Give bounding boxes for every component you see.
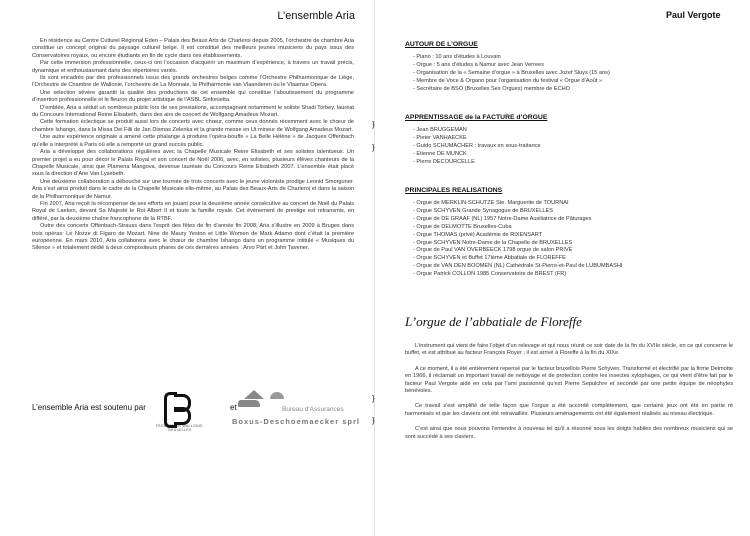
article-title: L’orgue de l’abbatiale de Floreffe	[405, 314, 582, 329]
list-item: - Orgue SCHYVEN Notre-Dame de la Chapelle de BRUXELLES	[413, 240, 735, 248]
page-title: L’ensemble Aria	[277, 10, 355, 22]
paragraph: Ce travail s’est amplifié de telle façon que l’orgue a été accordé complètement, que certains jeux ont été en partie ré harmonisés et que les claviers ont été retravaillés. Plusieurs aménagements ont été également réalisés au niveau électrique.	[405, 403, 733, 417]
list-item: - Orgue SCHYVEN et Buffet 17ième Abbatiale de FLOREFFE	[413, 255, 735, 263]
list-item: - Orgue SCHYVEN Grande Synagogue de BRUXELLES	[413, 208, 735, 216]
paragraph: Une autre expérience originale a amené cette phalange à produire l’opéra-bouffe « La Belle Hélène » de Jacques Offenbach qu’elle a interprété à Paris où elle a remporté un grand succès public.	[32, 134, 354, 148]
section-autour-orgue	[405, 41, 735, 94]
article-body	[32, 38, 354, 253]
paragraph: C’est ainsi que nous pouvons l’entendre à nouveau tel qu’il a résonné sous les doigts habiles des nombreux musiciens qui se sont succédé à ses claviers.	[405, 426, 733, 440]
paragraph: En résidence au Centre Culturel Régional Eden – Palais des Beaux Arts de Charleroi depuis 2005, l’orchestre de chambre Aria constitue un concept original du paysage culturel belge. Il est constitué des meilleurs jeunes musiciens du pays issus des Conservatoires royaux, ou encore étudiants en fin de cycle dans ces établissements.	[32, 38, 354, 59]
umbrella-icon	[270, 392, 284, 399]
boxus-logo	[232, 384, 362, 424]
sponsor-and: et	[230, 403, 237, 412]
paragraph: Fin 2007, Aria reçoit la récompense de ses efforts en jouant pour la deuxième année consécutive au concert de Noël du Palais Royal de Laeken, devant Sa Majesté le Roi Albert II et toute la famille royale. Cet événement de prestige est retransmis, en différé, par la deuxième chaîne francophone de la RTBF.	[32, 200, 354, 222]
brace-mark: }	[372, 120, 375, 129]
list-item: - Guido SCHUMACHER : travaux en sous-traitance	[413, 143, 735, 151]
list-item: - Secrétaire de BSO (Bruxelles Ses Orgues) membre de ECHO	[413, 86, 735, 94]
boxus-logo-name: Bureau d'Assurances	[282, 406, 344, 413]
page-title: Paul Vergote	[666, 10, 721, 20]
brace-mark: }	[372, 416, 375, 425]
section-heading: APPRENTISSAGE de la FACTURE d’ORGUE	[405, 114, 548, 121]
list-item: - Organisation de la « Semaine d’orgue » à Bruxelles avec Jozef Sluys (15 ans)	[413, 70, 735, 78]
house-icon	[244, 390, 264, 399]
list-item: - Membre de Voce & Organo pour l’organisation du festival « Orgue d’Août »	[413, 78, 735, 86]
brace-mark: }	[372, 143, 375, 152]
right-page	[375, 0, 750, 536]
list-item: - Orgue de DELMOTTE Bruxelles-Cuba	[413, 224, 735, 232]
paragraph: D’emblée, Aria a séduit un nombreux public lors de ses prestations, accompagnant notamment le soliste Shadi Torbey, lauréat du Concours International Reine Elisabeth, dans des airs de concert de Wolfgang Amadeus Mozart.	[32, 104, 354, 119]
brace-mark: }	[372, 394, 375, 403]
paragraph: Cette formation éclectique se produit aussi lors de concerts avec chœur, comme ceux donnés récemment avec le chœur de chambre Ishango, dans la Missa Dei Filii de Jan Dismas Zelenka et la grande messe en Ut mineur de Wolfgang Amadeus Mozart.	[32, 119, 354, 133]
section-realisations	[405, 187, 735, 279]
federation-wallonie-bruxelles-logo	[150, 392, 210, 432]
boxus-logo-brand: Boxus-Deschoemaecker sprl	[232, 417, 360, 426]
paragraph: Outre des concerts Offenbach-Strauss dans l’esprit des fêtes de fin d’année fin 2008, Aria s’illustre en 2009 à Bruges dans trois opéras: Le Nozze di Figaro de Mozart, Nine de Maury Yeston et Little Women de Mark Adamo dont c’était la première européenne. En mars 2010, Aria collaborera avec le chœur de chambre Ishango dans un programme intitulé « Musiques du Silence » et totalement dédié à deux compositeurs phares de ces dernières années : Arvo Pärt et John Tavener.	[32, 223, 354, 252]
list-item: - Orgue : 5 ans d’études à Namur avec Jean Verrees	[413, 62, 735, 70]
section-heading: PRINCIPALES REALISATIONS	[405, 187, 503, 194]
paragraph: L’instrument qui vient de faire l’objet d’un relevage et qui nous réunit ce soir date de la fin du XVIIe siècle, en ce qui concerne le buffet, et est attribué au facteur François Royer ; il est arrivé à Floreffe à la fin du XIXe.	[405, 343, 733, 357]
sponsor-text: L’ensemble Aria est soutenu par	[32, 403, 146, 412]
list-item: - Orgue THOMAS (privé) Académie de RIXENSART	[413, 232, 735, 240]
paragraph: Une deuxième collaboration a débouché sur une tournée de trois concerts avec le jeune violoniste prodige Leonid Smorguner. Aria s’est ainsi produit dans le cadre de la Chapelle Musicale elle-même, au Palais des Beaux-Arts de Charleroi et dans la saison de la Philharmonique de Namur.	[32, 178, 354, 200]
list-item: - Orgue de Paul VAN OVERBEECK 1798 orgue de salon PRIVE	[413, 247, 735, 255]
section-apprentissage	[405, 114, 735, 167]
paragraph: Ils sont encadrés par des professionnels issus des grands orchestres belges comme l’Orchestre Philharmonique de Liège, l’Orchestre de Chambre de Wallonie, l’orchestre de La Monnaie, la Philharmonie van Vlaanderen ou le Vlaamse Opera.	[32, 75, 354, 89]
list-item: - Pieter VANHAECKE	[413, 135, 735, 143]
article-body	[405, 343, 733, 449]
paragraph: Une sélection sévère garantit la qualité des productions de cet ensemble qui constitue l’aboutissement du programme d’insertion professionnelle et le fleuron du projet artistique de l’ASBL Sinfonietta.	[32, 89, 354, 104]
fwb-logo-caption: FÉDÉRATION WALLONIE-BRUXELLES	[155, 424, 205, 432]
fwb-logo-mark-icon	[160, 392, 194, 422]
paragraph: Aria a développé des collaborations régulières avec la Chapelle Musicale Reine Elisabeth et ses solistes talentueux. Un premier projet a eu pour décor le Palais Royal et son concert de Noël 2006, avec, en solistes, plusieurs élèves chanteurs de la Chapelle Musicale, ainsi que Plamena Mangova, devenue lauréate du Concours Reine Elisabeth 2007. L’ensemble était placé sous la direction d’Arie Van Lysebeth.	[32, 149, 354, 178]
list-item: - Piano : 10 ans d’études à Louvain	[413, 54, 735, 62]
section-heading: AUTOUR DE L’ORGUE	[405, 41, 478, 48]
list-item: - Jean BRUGGEMAN	[413, 127, 735, 135]
list-item: - Orgue de MERKLIN-SCHUTZE Ste. Marguerite de TOURNAI	[413, 200, 735, 208]
list-item: - Etienne DE MUNCK	[413, 151, 735, 159]
list-item: - Pierre DECOURCELLE	[413, 159, 735, 167]
list-item: - Orgue Patrick COLLON 1985 Conservatoire de BREST (FR)	[413, 271, 735, 279]
car-icon	[238, 400, 260, 407]
list-item: - Orgue de DE GRAAF (NL) 1957 Notre-Dame Auxiliatrice de Pâturages	[413, 216, 735, 224]
paragraph: Par cette immersion professionnelle, ceux-ci ont l’occasion d’acquérir un maximum d’expérience, à travers un travail précis, dynamique et enthousiasmant dans des répertoires variés.	[32, 60, 354, 74]
paragraph: A ce moment, il a été entièrement repensé par le facteur bruxellois Pierre Schyven. Transformé et électrifié par la firme Delmotte en 1966, il réclamait un important travail de nettoyage et de protection contre les insectes xylophages, ce qui vient d’être fait par le facteur Paul Vergote aidé en cela par l’ami passionné qu’est Pierre Sepulchre et secondé par une petite équipe de néophytes bénévoles.	[405, 365, 733, 395]
list-item: - Orgue de VAN DEN BOOMEN (NL) Cathédrale St-Pierre-et-Paul de LUBUMBASHI	[413, 263, 735, 271]
